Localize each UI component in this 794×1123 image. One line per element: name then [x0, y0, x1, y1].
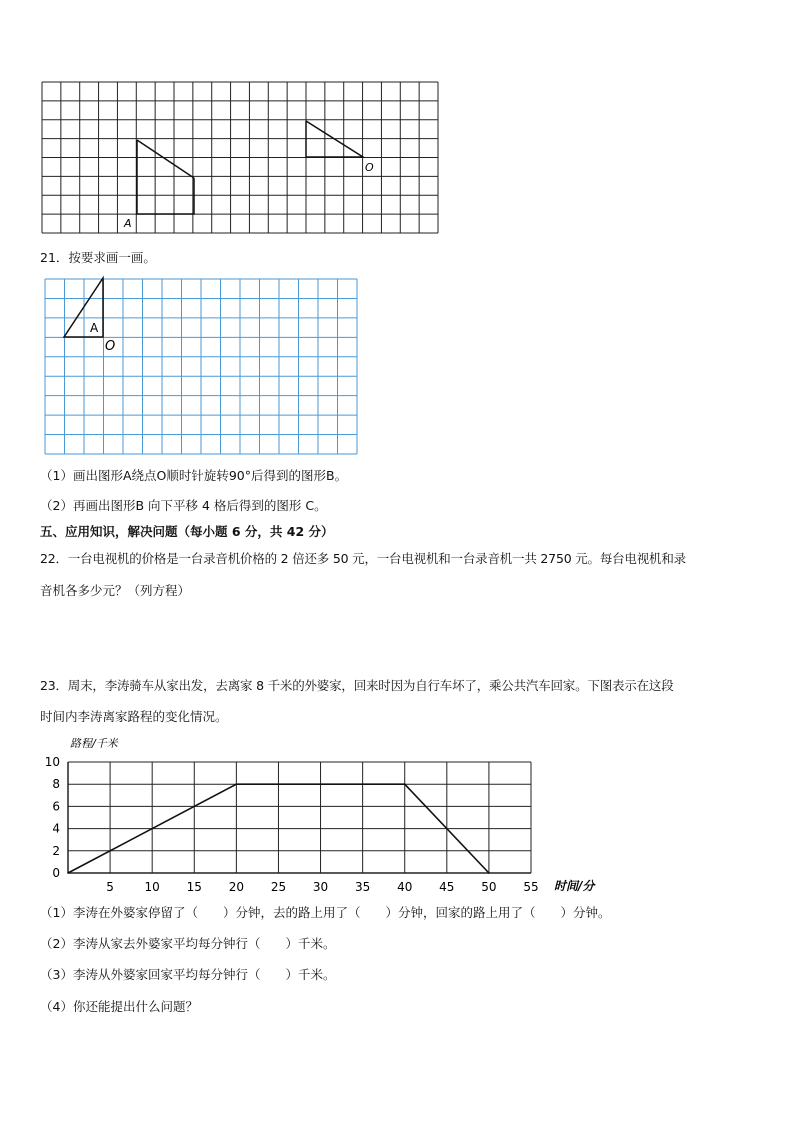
q21-label-o: O	[105, 339, 116, 354]
q23-sub3: （3）李涛从外婆家回家平均每分钟行（ ）千米。	[40, 967, 336, 982]
chart-x-tick-label: 45	[439, 880, 455, 894]
chart-series-point	[236, 783, 238, 785]
figure1-label-o: O	[365, 161, 374, 174]
chart-series-point	[67, 872, 69, 874]
chart-series-point	[404, 783, 406, 785]
chart-x-tick-label: 30	[312, 880, 329, 894]
chart-x-label: 时间/分	[554, 879, 595, 893]
chart-x-tick-label: 10	[144, 880, 160, 894]
q23-line1: 23．周末，李涛骑车从家出发，去离家 8 千米的外婆家，回来时因为自行车坏了，乘公共汽车回家。下图表示在这段	[40, 678, 674, 693]
chart-y-tick-label: 6	[52, 799, 60, 814]
chart-y-tick-label: 2	[52, 843, 60, 858]
q23-sub1: （1）李涛在外婆家停留了（ ）分钟，去的路上用了（ ）分钟，回家的路上用了（ ）分钟。	[40, 905, 611, 920]
chart-x-tick-label: 5	[106, 880, 114, 894]
figure1-grid	[0, 0, 794, 240]
chart-y-tick-label: 8	[52, 777, 60, 792]
q23-sub2: （2）李涛从家去外婆家平均每分钟行（ ）千米。	[40, 936, 336, 951]
chart-y-tick-label: 4	[52, 821, 60, 836]
q21-sub2: （2）再画出图形B 向下平移 4 格后得到的图形 C。	[40, 498, 327, 513]
chart-x-tick-label: 50	[481, 880, 497, 894]
q21-label-a: A	[90, 321, 99, 335]
chart-y-label: 路程/千米	[70, 737, 118, 750]
distance-time-chart	[0, 730, 640, 900]
chart-x-tick-label: 15	[186, 880, 202, 894]
figure1-quadrilateral	[137, 140, 194, 214]
chart-x-tick-label: 40	[397, 880, 413, 894]
chart-y-tick-label: 10	[44, 755, 60, 769]
section5-title: 五、应用知识，解决问题（每小题 6 分，共 42 分）	[40, 524, 334, 539]
q23-line2: 时间内李涛离家路程的变化情况。	[40, 709, 228, 724]
chart-x-tick-label: 55	[523, 880, 539, 894]
q23-sub4: （4）你还能提出什么问题？	[40, 999, 198, 1014]
figure1-label-a: A	[124, 217, 132, 230]
q21-title: 21．按要求画一画。	[40, 250, 156, 265]
chart-series-point	[488, 872, 490, 874]
q21-grid	[0, 270, 400, 460]
chart-y-tick-label: 0	[52, 866, 60, 880]
q21-sub1: （1）画出图形A绕点O顺时针旋转90°后得到的图形B。	[40, 468, 348, 483]
chart-x-tick-label: 20	[228, 880, 245, 894]
chart-x-tick-label: 35	[354, 880, 371, 894]
q22-line2: 音机各多少元？（列方程）	[40, 583, 191, 598]
q22-line1: 22．一台电视机的价格是一台录音机价格的 2 倍还多 50 元，一台电视机和一台录音机一共 2750 元。每台电视机和录	[40, 551, 686, 566]
chart-x-tick-label: 25	[270, 880, 287, 894]
